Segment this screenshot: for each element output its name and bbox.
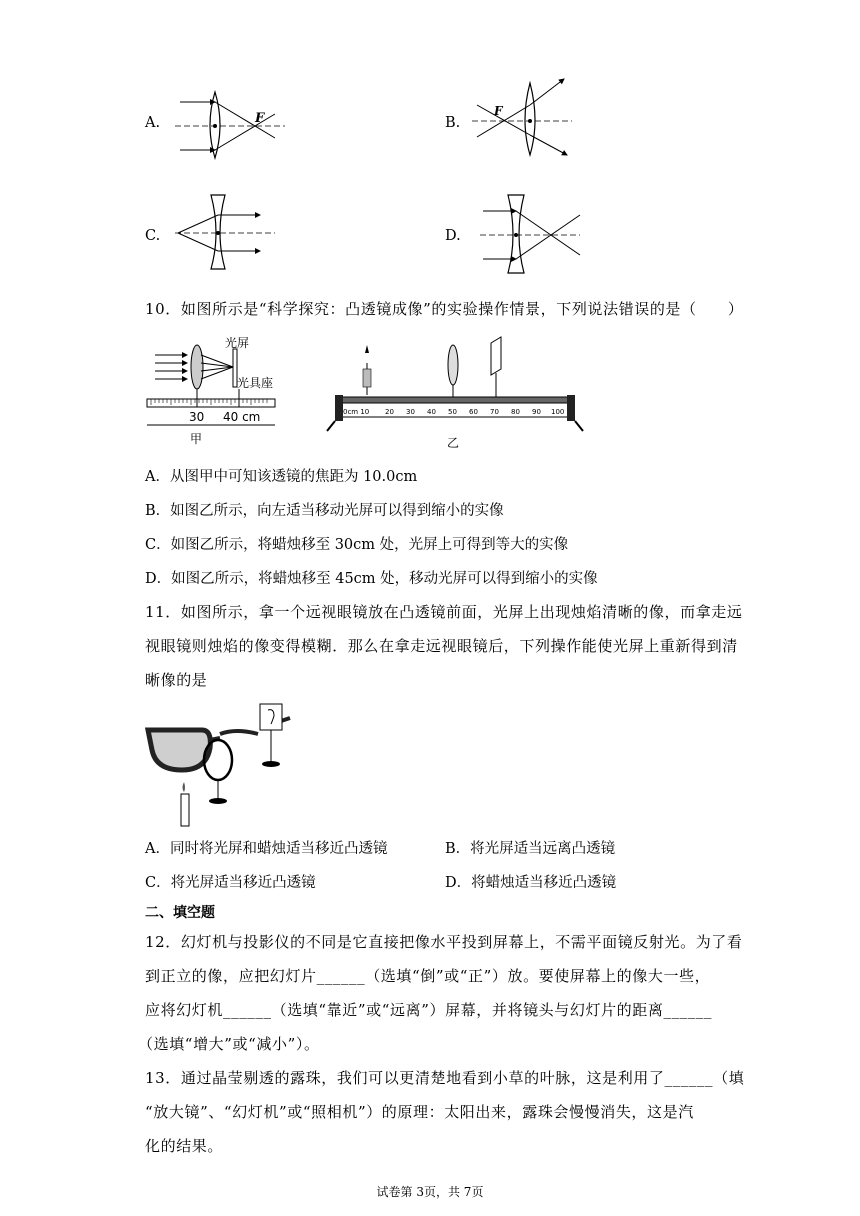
q9-option-b-diagram <box>472 75 572 160</box>
focal-label: F <box>255 111 265 126</box>
yi-tick-60: 60 <box>469 408 478 416</box>
section-heading: 二、填空题 <box>145 905 215 921</box>
q10-option-b: B．如图乙所示，向左适当移动光屏可以得到缩小的实像 <box>145 503 504 519</box>
q11-stem-line-1: 11．如图所示，拿一个远视眼镜放在凸透镜前面，光屏上出现烛焰清晰的像，而拿走远 <box>145 603 743 621</box>
q13-line-2: “放大镜”、“幻灯机”或“照相机”）的原理：太阳出来，露珠会慢慢消失，这是汽 <box>145 1103 694 1121</box>
q11-option-c: C．将光屏适当移近凸透镜 <box>145 875 316 891</box>
q13-line-1: 13．通过晶莹剔透的露珠，我们可以更清楚地看到小草的叶脉，这是利用了______（填 <box>145 1069 745 1087</box>
page-footer: 试卷第 3页，共 7页 <box>376 1185 484 1199</box>
q9-option-a-diagram <box>175 90 285 160</box>
q10-option-d: D．如图乙所示，将蜡烛移至 45cm 处，移动光屏可以得到缩小的实像 <box>145 571 598 587</box>
q9-option-d-diagram <box>480 193 580 278</box>
q11-option-b: B．将光屏适当远离凸透镜 <box>445 841 616 857</box>
q9-option-b-label: B. <box>445 115 461 131</box>
yi-tick-50: 50 <box>448 408 457 416</box>
jia-stand-label: 光具座 <box>237 376 274 390</box>
q9-option-c-diagram <box>175 193 275 273</box>
q11-option-a: A．同时将光屏和蜡烛适当移近凸透镜 <box>145 841 388 857</box>
q10-option-a: A．从图甲中可知该透镜的焦距为 10.0cm <box>145 469 418 485</box>
q11-stem-line-3: 晰像的是 <box>145 671 208 689</box>
q10-figure-yi <box>325 335 585 455</box>
jia-scale-30: 30 <box>189 410 205 424</box>
q12-line-3: 应将幻灯机______（选填“靠近”或“远离”）屏幕，并将镜头与幻灯片的距离______ <box>145 1001 713 1019</box>
q12-line-4: （选填“增大”或“减小”）。 <box>138 1035 320 1053</box>
yi-tick-70: 70 <box>490 408 499 416</box>
q10-figure-jia <box>145 335 290 450</box>
q13-line-3: 化的结果。 <box>145 1137 224 1155</box>
q11-stem-line-2: 视眼镜则烛焰的像变得模糊．那么在拿走远视眼镜后，下列操作能使光屏上重新得到清 <box>145 637 738 655</box>
q12-line-2: 到正立的像，应把幻灯片______（选填“倒”或“正”）放。要使屏幕上的像大一些， <box>145 967 711 985</box>
jia-screen-label: 光屏 <box>225 336 250 350</box>
yi-tick-20: 20 <box>385 408 394 416</box>
q9-option-c-label: C. <box>145 228 161 244</box>
yi-tick-40: 40 <box>427 408 436 416</box>
yi-tick-90: 90 <box>532 408 541 416</box>
q10-option-c: C．如图乙所示，将蜡烛移至 30cm 处，光屏上可得到等大的实像 <box>145 537 569 553</box>
focal-label-b: F <box>494 104 503 118</box>
jia-scale-40: 40 cm <box>223 410 261 424</box>
yi-tick-80: 80 <box>511 408 520 416</box>
q9-option-d-label: D. <box>445 228 461 244</box>
q12-line-1: 12．幻灯机与投影仪的不同是它直接把像水平投到屏幕上，不需平面镜反射光。为了看 <box>145 933 743 951</box>
yi-tick-0: 0cm 10 <box>343 408 370 416</box>
yi-tick-30: 30 <box>406 408 415 416</box>
q11-option-d: D．将蜡烛适当移近凸透镜 <box>445 875 617 891</box>
q9-option-a-label: A. <box>145 115 161 131</box>
yi-caption: 乙 <box>447 436 460 450</box>
jia-caption: 甲 <box>190 432 203 446</box>
q11-figure-glasses <box>140 700 305 830</box>
q10-stem: 10．如图所示是“科学探究：凸透镜成像”的实验操作情景，下列说法错误的是（ ） <box>145 300 744 318</box>
yi-tick-100: 100 <box>551 408 565 416</box>
